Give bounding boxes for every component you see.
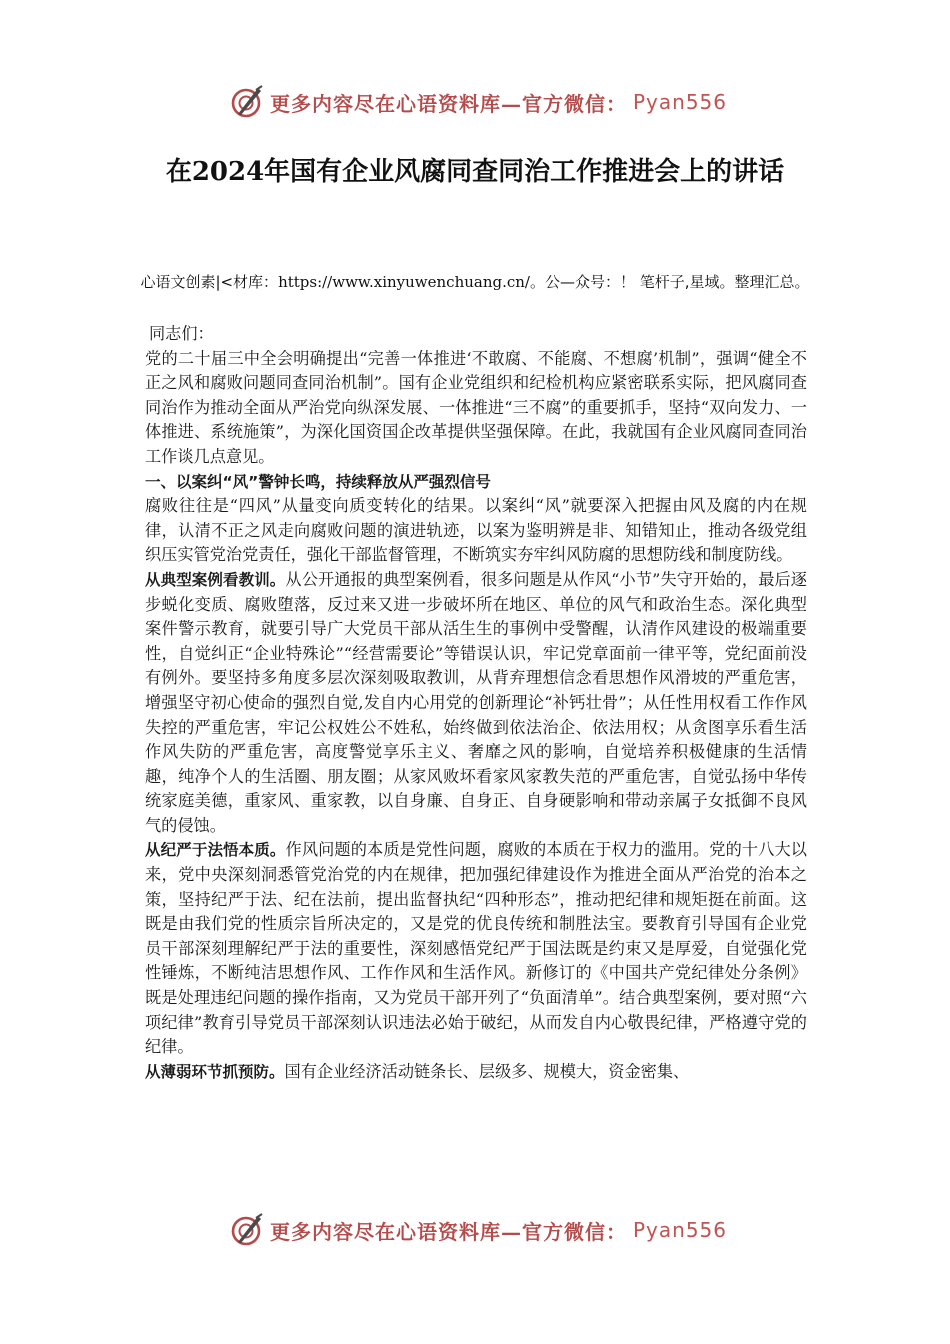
salutation: 同志们： xyxy=(149,324,214,343)
paragraph-text: 从公开通报的典型案例看，很多问题是从作风“小节”失守开始的，最后逐步蜕化变质、腐败堕落，反过来又进一步破坏所在地区、单位的风气和政治生态。深化典型案件警示教育，就要引导广大党员干部从活生生的事例中受警醒，认清作风建设的极端重要性，自觉纠正“企业特殊论”“经营需要论”等错误认识，牢记党章面前一律平等，党纪面前没有例外。要坚持多角度多层次深刻吸取教训，从背弃理想信念看思想作风滑坡的严重危害，增强坚守初心使命的强烈自觉,发自内心用党的创新理论“补钙壮骨”；从任性用权看工作作风失控的严重危害，牢记公权姓公不姓私，始终做到依法治企、依法用权；从贪图享乐看生活作风失防的严重危害，高度警觉享乐主义、奢靡之风的影响，自觉培养积极健康的生活情趣，纯净个人的生活圈、朋友圈；从家风败坏看家风家教失范的严重危害，自觉弘扬中华传统家庭美德，重家风、重家教，以自身廉、自身正、自身硬影响和带动亲属子女抵御不良风气的侵蚀。 xyxy=(145,569,807,835)
paragraph-discipline xyxy=(145,838,807,1059)
paragraph-text: 国有企业经济活动链条长、层级多、规模大，资金密集、 xyxy=(284,1061,690,1081)
banner-text: 更多内容尽在心语资料库—官方微信： xyxy=(270,91,627,116)
paragraph-cases xyxy=(145,568,807,839)
source-url: https://www.xinyuwenchuang.cn/ xyxy=(278,273,530,291)
banner-wechat-id: Pyan556 xyxy=(633,1218,728,1242)
paragraph-lead: 从薄弱环节抓预防。 xyxy=(145,1062,285,1081)
intro-paragraph: 党的二十届三中全会明确提出“完善一体推进‘不敢腐、不能腐、不想腐’机制”，强调“健全不正之风和腐败问题同查同治机制”。国有企业党组织和纪检机构应紧密联系实际，把风腐同查同治作为推动全面从严治党向纵深发展、一体推进“三不腐”的重要抓手，坚持“双向发力、一体推进、系统施策”，为深化国资国企改革提供坚强保障。在此，我就国有企业风腐同查同治工作谈几点意见。 xyxy=(145,348,807,466)
quill-logo-icon xyxy=(228,1212,264,1248)
document-body xyxy=(145,322,807,1084)
document-title: 在2024年国有企业风腐同查同治工作推进会上的讲话 xyxy=(165,157,785,187)
paragraph-lead: 从典型案例看教训。 xyxy=(145,570,286,589)
source-suffix: 。公—众号：！ 笔杆子,星域。整理汇总。 xyxy=(530,273,810,291)
section-heading: 一、以案纠“风”警钟长鸣，持续释放从严强烈信号 xyxy=(145,472,491,491)
banner-wechat-id: Pyan556 xyxy=(633,90,728,114)
section-intro-paragraph: 腐败往往是“四风”从量变向质变转化的结果。以案纠“风”就要深入把握由风及腐的内在规律，认清不正之风走向腐败问题的演进轨迹，以案为鉴明辨是非、知错知止，推动各级党组织压实管党治党责任，强化干部监督管理，不断筑实夯牢纠风防腐的思想防线和制度防线。 xyxy=(145,496,807,565)
paragraph-lead: 从纪严于法悟本质。 xyxy=(145,841,286,860)
paragraph-prevention xyxy=(145,1060,807,1085)
source-prefix: 心语文创素|<材库： xyxy=(140,273,279,291)
banner-text: 更多内容尽在心语资料库—官方微信： xyxy=(270,1219,627,1244)
footer-banner xyxy=(228,1208,748,1252)
paragraph-text: 作风问题的本质是党性问题，腐败的本质在于权力的滥用。党的十八大以来，党中央深刻洞悉管党治党的内在规律，把加强纪律建设作为推进全面从严治党的治本之策，坚持纪严于法、纪在法前，提出监督执纪“四种形态”，推动把纪律和规矩挺在前面。这既是由我们党的性质宗旨所决定的，又是党的优良传统和制胜法宝。要教育引导国有企业党员干部深刻理解纪严于法的重要性，深刻感悟党纪严于国法既是约束又是厚爱，自觉强化党性锤炼，不断纯洁思想作风、工作作风和生活作风。新修订的《中国共产党纪律处分条例》既是处理违纪问题的操作指南，又为党员干部开列了“负面清单”。结合典型案例，要对照“六项纪律”教育引导党员干部深刻认识违法必始于破纪，从而发自内心敬畏纪律，严格遵守党的纪律。 xyxy=(145,840,807,1057)
source-line xyxy=(120,270,830,294)
header-banner xyxy=(228,80,748,124)
quill-logo-icon xyxy=(228,84,264,120)
